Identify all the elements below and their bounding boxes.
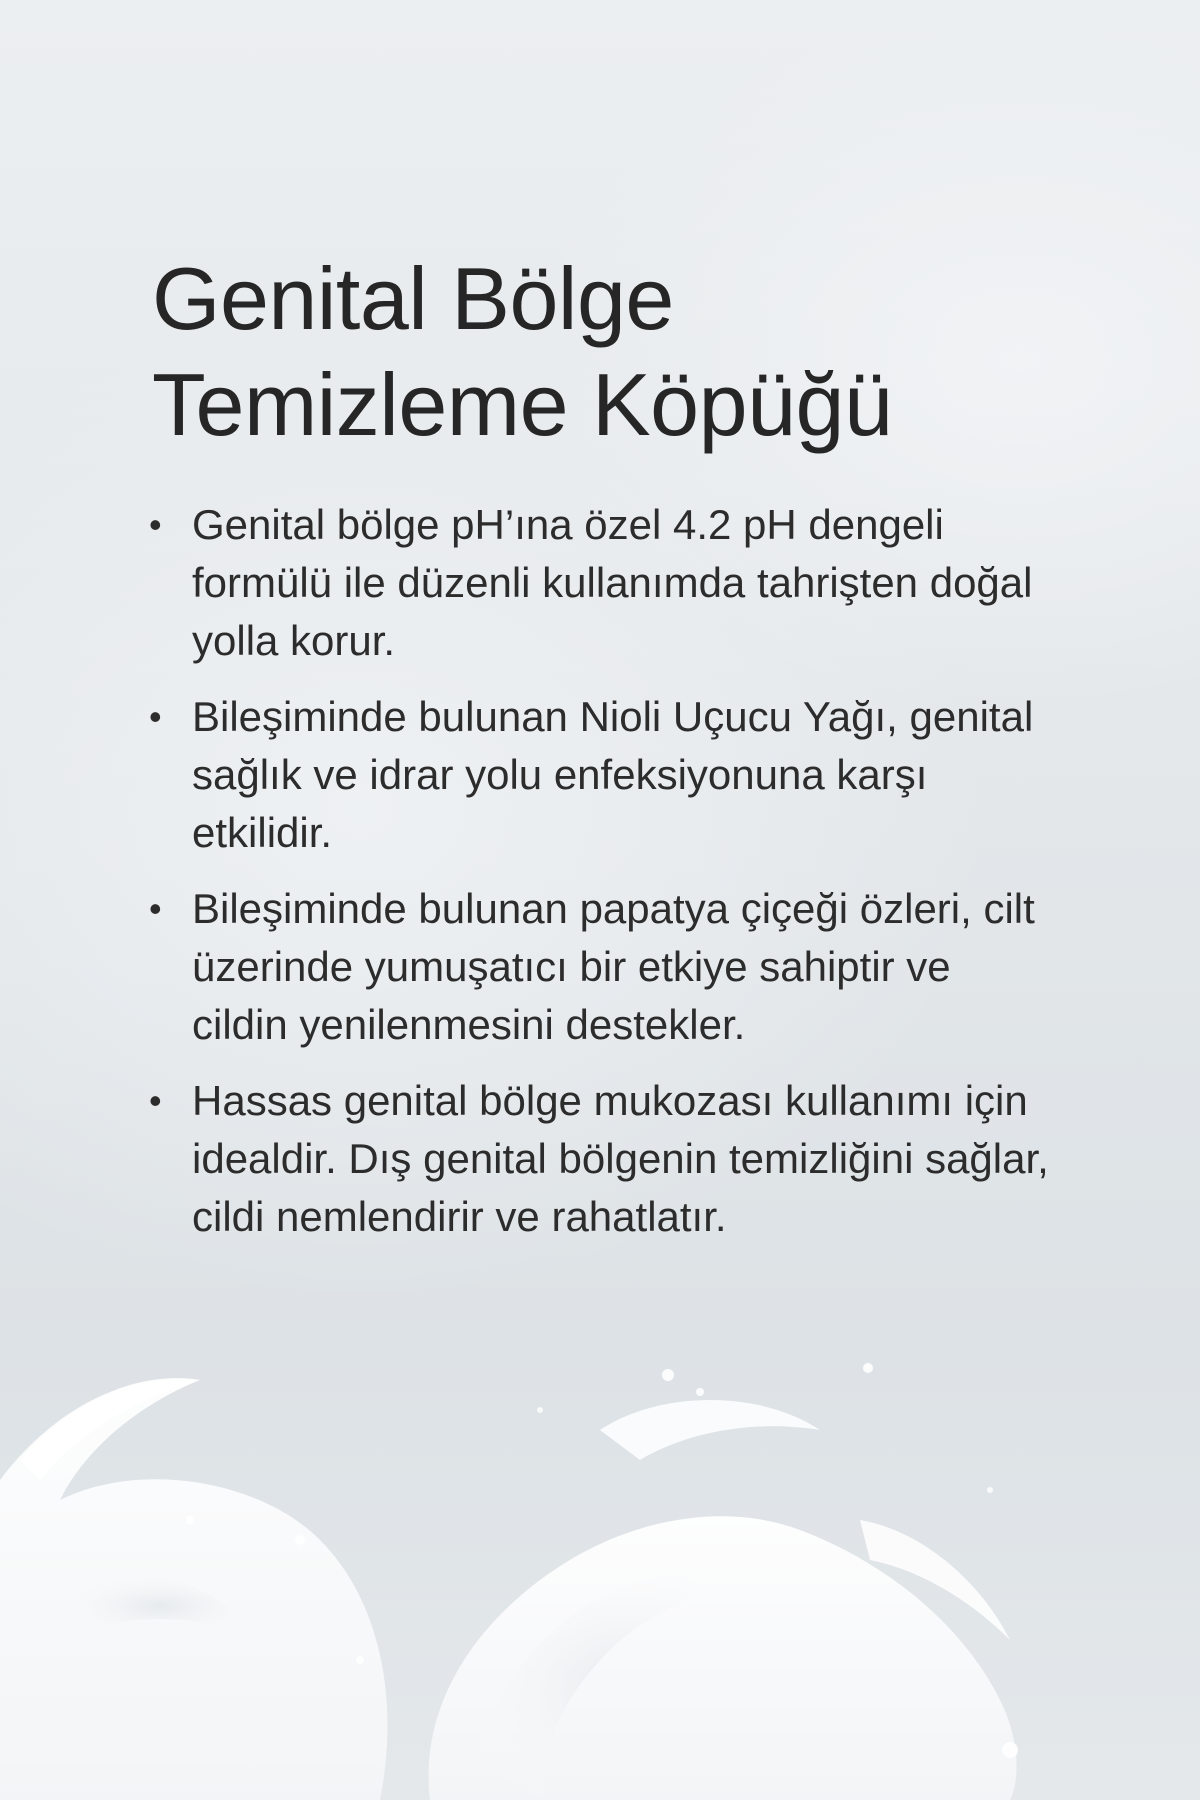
- list-item: [149, 496, 1052, 670]
- bullet-icon: •: [149, 1080, 162, 1121]
- page-title: [152, 246, 1052, 458]
- list-item-text: Hassas genital bölge mukozası kullanımı için idealdir. Dış genital bölgenin temizliğini sağlar, cildi nemlendirir ve rahatlatır.: [192, 1077, 1049, 1240]
- list-item-text: Bileşiminde bulunan Nioli Uçucu Yağı, genital sağlık ve idrar yolu enfeksiyonuna karşı etkilidir.: [192, 693, 1034, 856]
- list-item-text: Bileşiminde bulunan papatya çiçeği özleri, cilt üzerinde yumuşatıcı bir etkiye sahiptir ve cildin yenilenmesini destekler.: [192, 885, 1035, 1048]
- bullet-icon: •: [149, 504, 162, 545]
- title-line-1: Genital Bölge: [152, 249, 674, 348]
- title-line-2: Temizleme Köpüğü: [152, 355, 893, 454]
- list-item: [149, 880, 1052, 1054]
- content-block: [149, 246, 1052, 1264]
- list-item-text: Genital bölge pH’ına özel 4.2 pH dengeli formülü ile düzenli kullanımda tahrişten doğal yolla korur.: [192, 501, 1033, 664]
- list-item: [149, 1072, 1052, 1246]
- feature-list: [149, 496, 1052, 1246]
- bullet-icon: •: [149, 888, 162, 929]
- bullet-icon: •: [149, 696, 162, 737]
- milk-splash-illustration: [0, 1280, 1200, 1800]
- list-item: [149, 688, 1052, 862]
